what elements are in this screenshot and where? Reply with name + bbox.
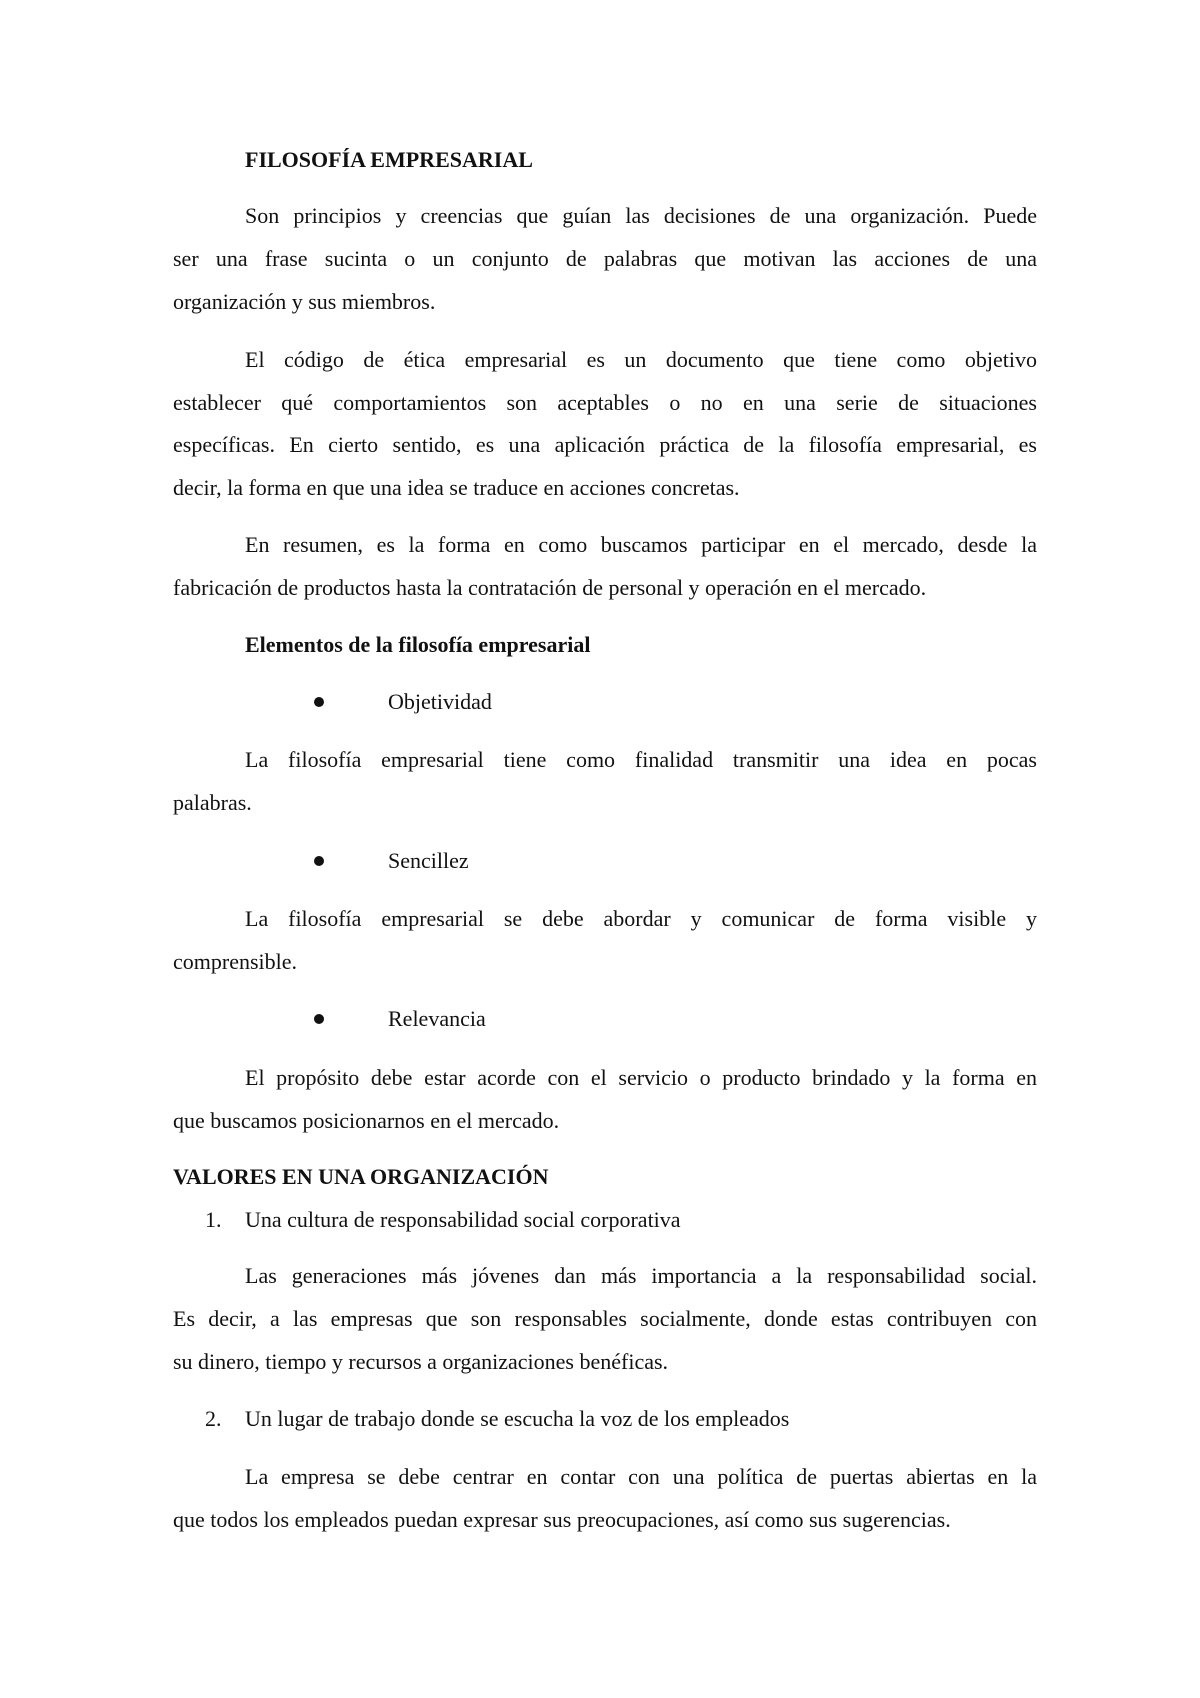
paragraph-line: Son principios y creencias que guían las decisiones de una organización. Puede bbox=[245, 203, 1037, 228]
bullet-item-label: Relevancia bbox=[388, 1006, 486, 1031]
paragraph-line: La empresa se debe centrar en contar con una política de puertas abiertas en la bbox=[245, 1464, 1037, 1489]
paragraph-line: su dinero, tiempo y recursos a organizaciones benéficas. bbox=[173, 1349, 669, 1374]
paragraph-line: ser una frase sucinta o un conjunto de palabras que motivan las acciones de una bbox=[173, 246, 1037, 271]
paragraph-line: La filosofía empresarial tiene como finalidad transmitir una idea en pocas bbox=[245, 747, 1037, 772]
paragraph-line: El código de ética empresarial es un documento que tiene como objetivo bbox=[245, 347, 1037, 372]
paragraph-line: específicas. En cierto sentido, es una aplicación práctica de la filosofía empresarial, es bbox=[173, 432, 1037, 457]
paragraph-line: El propósito debe estar acorde con el servicio o producto brindado y la forma en bbox=[245, 1065, 1037, 1090]
paragraph-line: La filosofía empresarial se debe abordar y comunicar de forma visible y bbox=[245, 906, 1037, 931]
paragraph-line: En resumen, es la forma en como buscamos participar en el mercado, desde la bbox=[245, 532, 1037, 557]
paragraph-line: establecer qué comportamientos son aceptables o no en una serie de situaciones bbox=[173, 390, 1037, 415]
section-title: FILOSOFÍA EMPRESARIAL bbox=[245, 147, 533, 172]
paragraph-line: que todos los empleados puedan expresar sus preocupaciones, así como sus sugerencias. bbox=[173, 1507, 951, 1532]
paragraph-line: organización y sus miembros. bbox=[173, 289, 436, 314]
paragraph-line: que buscamos posicionarnos en el mercado. bbox=[173, 1108, 560, 1133]
paragraph-line: decir, la forma en que una idea se traduce en acciones concretas. bbox=[173, 475, 740, 500]
list-number: 1. bbox=[205, 1207, 222, 1232]
paragraph-line: comprensible. bbox=[173, 949, 298, 974]
paragraph-line: fabricación de productos hasta la contratación de personal y operación en el mercado. bbox=[173, 575, 927, 600]
bullet-item-label: Objetividad bbox=[388, 689, 492, 714]
paragraph-line: Las generaciones más jóvenes dan más importancia a la responsabilidad social. bbox=[245, 1263, 1037, 1288]
paragraph-line: Es decir, a las empresas que son responsables socialmente, donde estas contribuyen con bbox=[173, 1306, 1037, 1331]
list-number: 2. bbox=[205, 1406, 222, 1431]
paragraph-line: palabras. bbox=[173, 790, 252, 815]
list-item-label: Una cultura de responsabilidad social corporativa bbox=[245, 1207, 681, 1232]
list-item-label: Un lugar de trabajo donde se escucha la voz de los empleados bbox=[245, 1406, 790, 1431]
bullet-item-label: Sencillez bbox=[388, 848, 469, 873]
bullet-icon bbox=[314, 697, 324, 707]
bullet-icon bbox=[314, 856, 324, 866]
bullet-icon bbox=[314, 1014, 324, 1024]
section-title: VALORES EN UNA ORGANIZACIÓN bbox=[173, 1164, 549, 1189]
subheading: Elementos de la filosofía empresarial bbox=[245, 632, 591, 657]
